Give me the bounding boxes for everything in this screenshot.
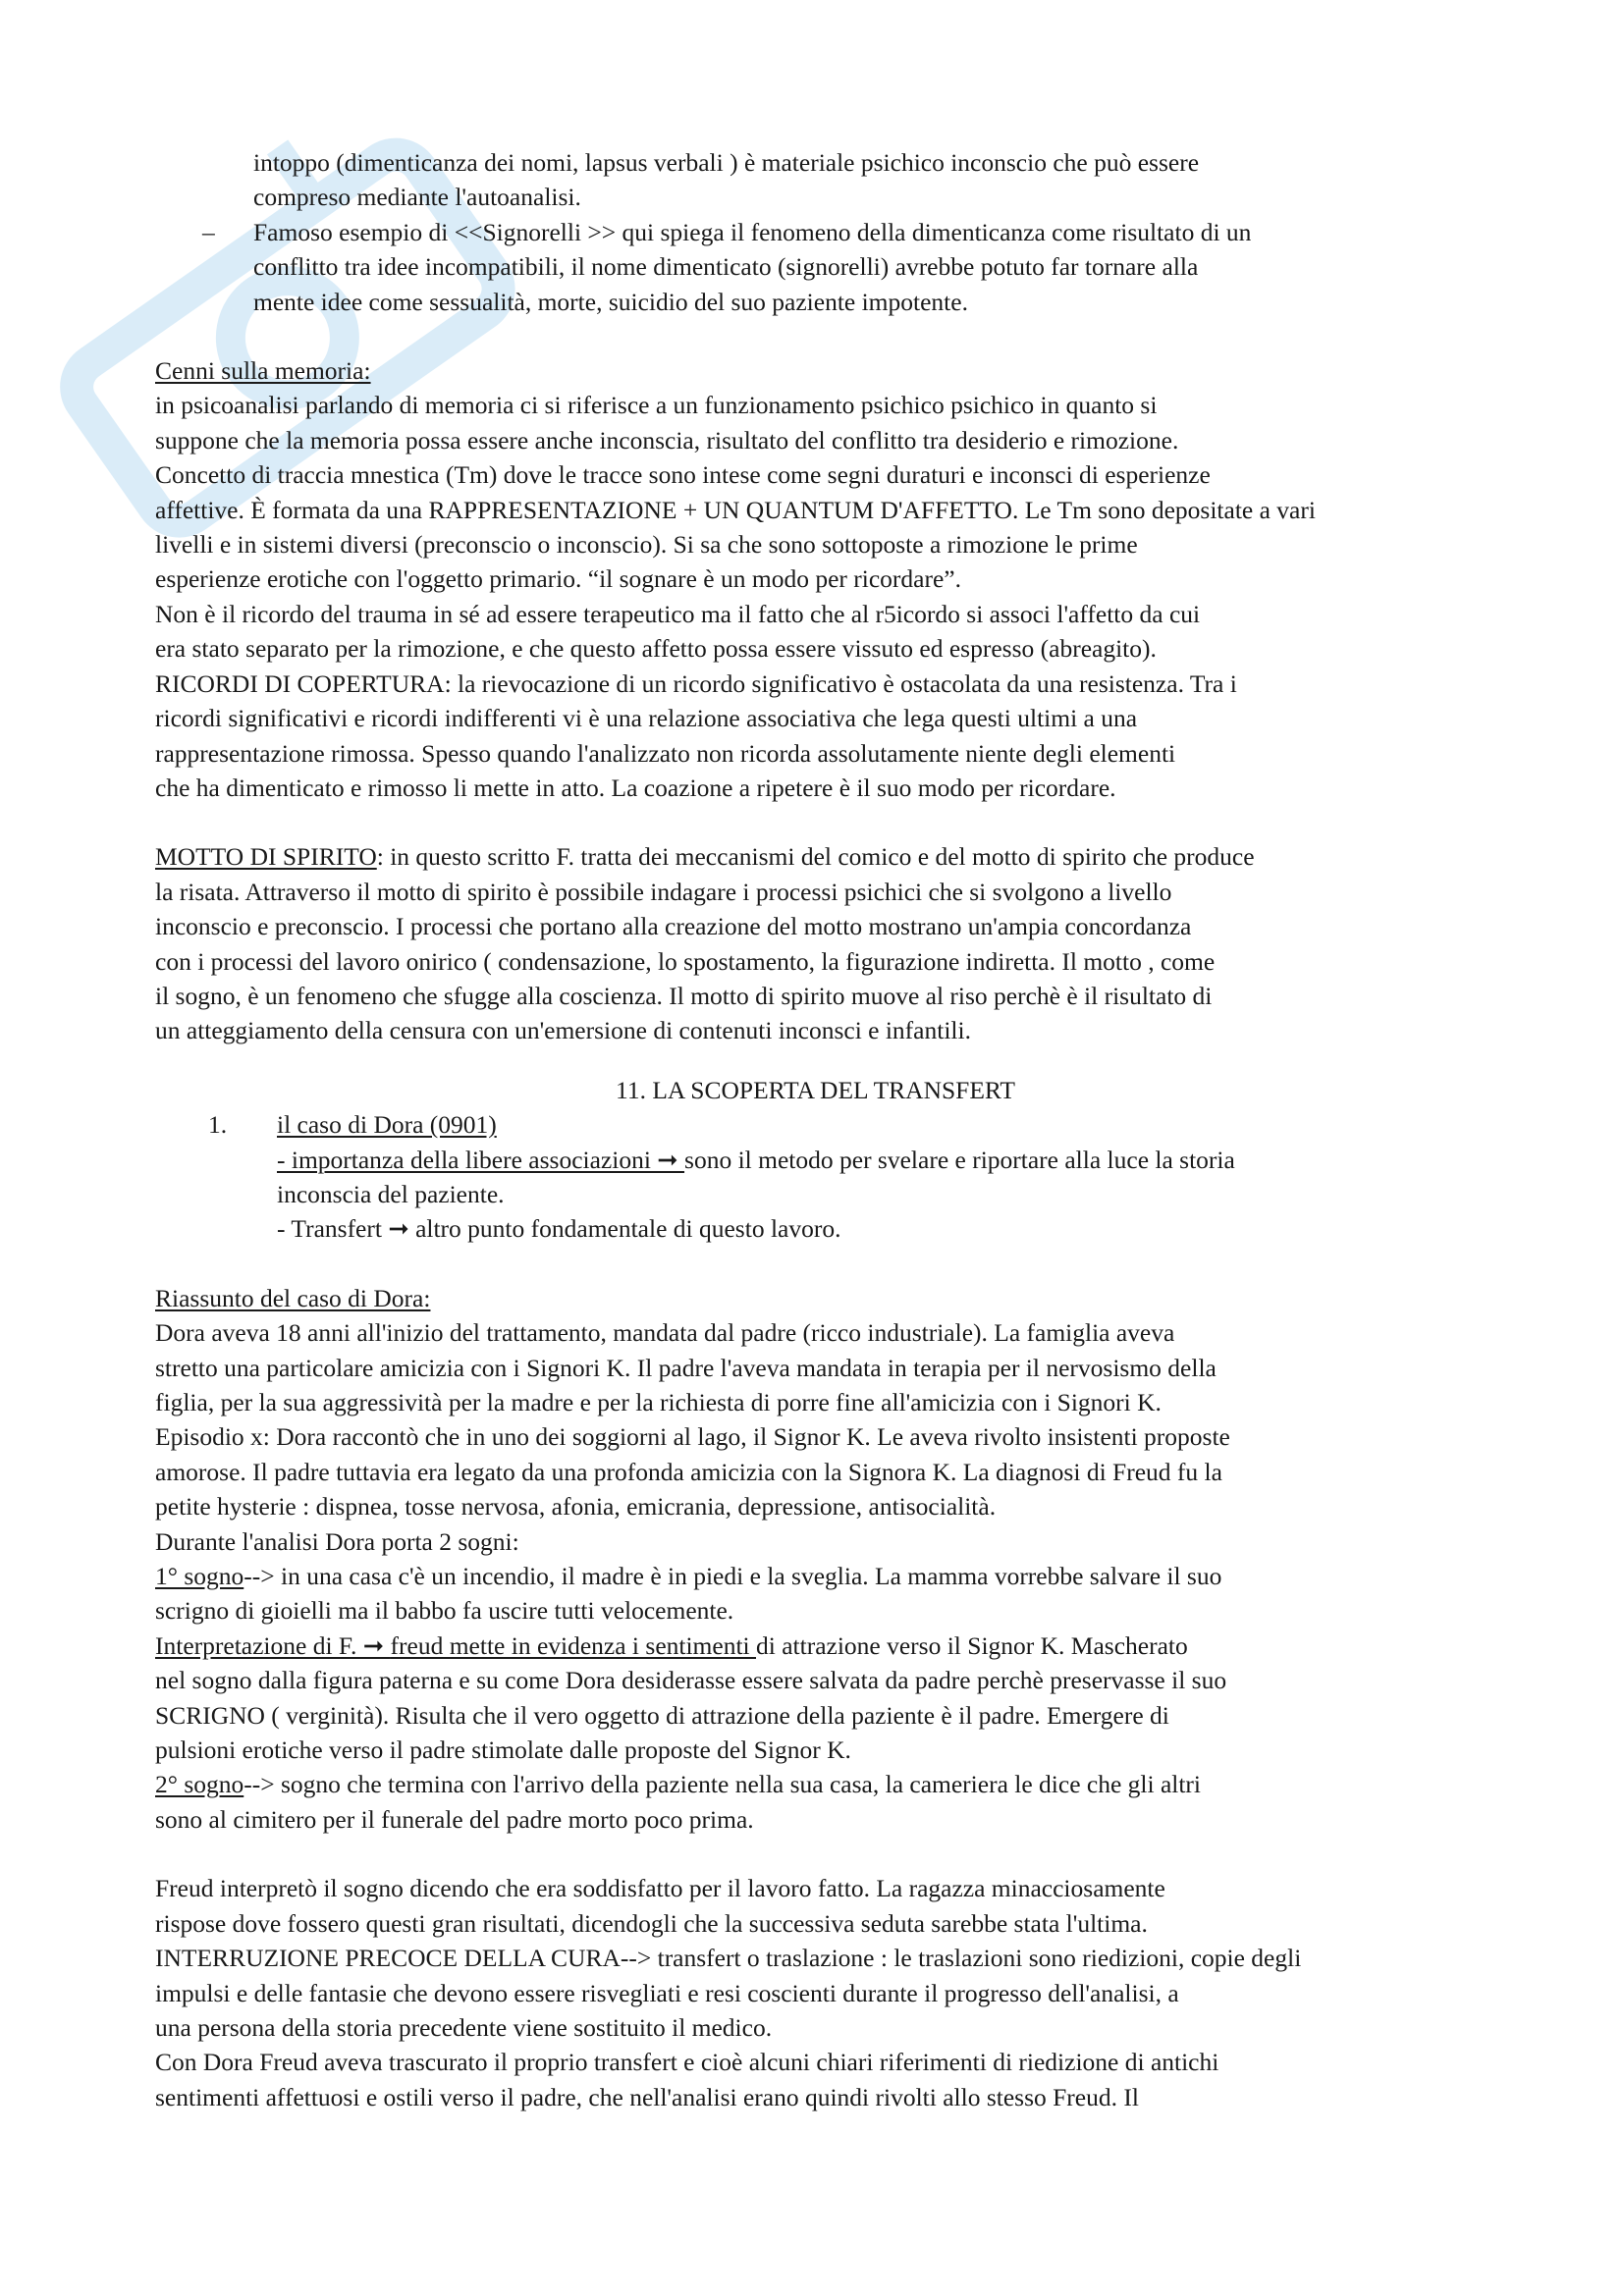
- text-line: - Transfert ➞ altro punto fondamentale di questo lavoro.: [277, 1214, 841, 1244]
- text-line: con i processi del lavoro onirico ( condensazione, lo spostamento, la figurazione indiretta. Il motto , come: [155, 946, 1216, 976]
- text-line: sentimenti affettuosi e ostili verso il padre, che nell'analisi erano quindi rivolti allo stesso Freud. Il: [155, 2082, 1139, 2111]
- text-span: - importanza della libere associazioni ➞: [277, 1145, 685, 1174]
- text-line: impulsi e delle fantasie che devono essere risvegliati e resi coscienti durante il progresso dell'analisi, a: [155, 1978, 1179, 2007]
- text-line: un atteggiamento della censura con un'emersione di contenuti inconsci e infantili.: [155, 1016, 971, 1045]
- text-line: esperienze erotiche con l'oggetto primario. “il sognare è un modo per ricordare”.: [155, 564, 961, 594]
- text-line: petite hysterie : dispnea, tosse nervosa, afonia, emicrania, depressione, antisocialità.: [155, 1492, 997, 1522]
- text-line: amorose. Il padre tuttavia era legato da una profonda amicizia con la Signora K. La diagnosi di Freud fu la: [155, 1457, 1222, 1486]
- motto-heading: MOTTO DI SPIRITO: [155, 842, 377, 872]
- text-span: sono il metodo per svelare e riportare alla luce la storia: [684, 1145, 1235, 1174]
- riassunto-heading: Riassunto del caso di Dora:: [155, 1283, 431, 1312]
- dash-list-item: [155, 215, 1476, 319]
- text-line: rappresentazione rimossa. Spesso quando l'analizzato non ricorda assolutamente niente degli elementi: [155, 738, 1176, 768]
- text-line: una persona della storia precedente viene sostituito il medico.: [155, 2012, 773, 2042]
- text-line: rispose dove fossero questi gran risultati, dicendogli che la successiva seduta sarebbe stata l'ultima.: [155, 1908, 1148, 1938]
- motto-paragraph: [155, 839, 1476, 1047]
- text-line: inconscia del paziente.: [277, 1179, 505, 1208]
- text-line: Con Dora Freud aveva trascurato il proprio transfert e cioè alcuni chiari riferimenti di riedizione di antichi: [155, 2048, 1219, 2077]
- text-line: era stato separato per la rimozione, e che questo affetto possa essere vissuto ed espresso (abreagito).: [155, 634, 1157, 664]
- text-span: di attrazione verso il Signor K. Mascherato: [756, 1630, 1188, 1660]
- text-line: Famoso esempio di <<Signorelli >> qui spiega il fenomeno della dimenticanza come risultato di un: [253, 217, 1252, 246]
- text-line: pulsioni erotiche verso il padre stimolate dalle proposte del Signor K.: [155, 1735, 851, 1765]
- numbered-list-item: [155, 1107, 1476, 1247]
- text-line: Freud interpretò il sogno dicendo che era soddisfatto per il lavoro fatto. La ragazza minacciosamente: [155, 1874, 1165, 1903]
- text-span: --> sogno che termina con l'arrivo della paziente nella sua casa, la cameriera le dice che gli altri: [243, 1770, 1202, 1799]
- text-span: freud mette in evidenza i sentimenti: [390, 1630, 756, 1660]
- text-line: figlia, per la sua aggressività per la madre e per la richiesta di porre fine all'amicizia con i Signori K.: [155, 1388, 1162, 1416]
- text-line: Dora aveva 18 anni all'inizio del trattamento, mandata dal padre (ricco industriale). La famiglia aveva: [155, 1318, 1175, 1348]
- text-line: il sogno, è un fenomeno che sfugge alla coscienza. Il motto di spirito muove al riso perchè è il risultato di: [155, 981, 1213, 1010]
- text-line: suppone che la memoria possa essere anche inconscia, risultato del conflitto tra desiderio e rimozione.: [155, 425, 1179, 454]
- text-line: la risata. Attraverso il motto di spirito è possibile indagare i processi psichici che si svolgono a livello: [155, 877, 1172, 906]
- text-line: RICORDI DI COPERTURA: la rievocazione di un ricordo significativo è ostacolata da una resistenza. Tra i: [155, 668, 1237, 698]
- text-line: Non è il ricordo del trauma in sé ad essere terapeutico ma il fatto che al r5icordo si associ l'affetto da cui: [155, 599, 1201, 628]
- text-line: intoppo (dimenticanza dei nomi, lapsus verbali ) è materiale psichico inconscio che può essere: [253, 148, 1200, 177]
- text-span: --> in una casa c'è un incendio, il madre è in piedi e la sveglia. La mamma vorrebbe salvare il suo: [243, 1562, 1222, 1591]
- text-line: ricordi significativi e ricordi indifferenti vi è una relazione associativa che lega questi ultimi a una: [155, 704, 1138, 733]
- text-line: conflitto tra idee incompatibili, il nome dimenticato (signorelli) avrebbe potuto far tornare alla: [253, 252, 1199, 282]
- text-line: INTERRUZIONE PRECOCE DELLA CURA--> transfert o traslazione : le traslazioni sono riedizioni, copie degli: [155, 1944, 1302, 1973]
- final-paragraph: [155, 1871, 1476, 2114]
- text-line: Episodio x: Dora raccontò che in uno dei soggiorni al lago, il Signor K. Le aveva rivolto insistenti proposte: [155, 1422, 1230, 1452]
- memoria-heading: Cenni sulla memoria:: [155, 356, 371, 386]
- text-line: che ha dimenticato e rimosso li mette in atto. La coazione a ripetere è il suo modo per ricordare.: [155, 773, 1116, 802]
- text-span: 1° sogno: [155, 1562, 244, 1591]
- text-line: nel sogno dalla figura paterna e su come Dora desiderasse essere salvata da padre perchè preservasse il suo: [155, 1666, 1227, 1695]
- text-line: compreso mediante l'autoanalisi.: [253, 183, 581, 212]
- dash-bullet: –: [202, 217, 215, 246]
- text-line: Concetto di traccia mnestica (Tm) dove le tracce sono intese come segni duraturi e inconsci di esperienze: [155, 460, 1211, 490]
- riassunto-paragraph: [155, 1315, 1476, 1837]
- text-line: SCRIGNO ( verginità). Risulta che il vero oggetto di attrazione della paziente è il padre. Emergere di: [155, 1700, 1169, 1730]
- text-line: livelli e in sistemi diversi (preconscio o inconscio). Si sa che sono sottoposte a rimozione le prime: [155, 530, 1138, 560]
- text-span: 2° sogno: [155, 1770, 244, 1799]
- text-span: : in questo scritto F. tratta dei meccanismi del comico e del motto di spirito che produce: [376, 842, 1255, 872]
- document-page: [155, 145, 1476, 2114]
- memoria-paragraph: [155, 388, 1476, 805]
- text-line: scrigno di gioielli ma il babbo fa uscire tutti velocemente.: [155, 1596, 734, 1626]
- text-line: stretto una particolare amicizia con i Signori K. Il padre l'aveva mandata in terapia per il nervosismo della: [155, 1353, 1217, 1382]
- text-span: Interpretazione di F. ➞: [155, 1630, 391, 1660]
- text-line: mente idee come sessualità, morte, suicidio del suo paziente impotente.: [253, 287, 968, 316]
- text-line: sono al cimitero per il funerale del padre morto poco prima.: [155, 1804, 754, 1834]
- text-line: inconscio e preconscio. I processi che portano alla creazione del motto mostrano un'ampia concordanza: [155, 912, 1192, 941]
- item-title: il caso di Dora (0901): [277, 1110, 497, 1140]
- list-number: 1.: [208, 1110, 228, 1140]
- section-title: 11. LA SCOPERTA DEL TRANSFERT: [616, 1075, 1015, 1104]
- text-line: affettive. È formata da una RAPPRESENTAZIONE + UN QUANTUM D'AFFETTO. Le Tm sono depositate a vari: [155, 495, 1316, 524]
- text-line: Durante l'analisi Dora porta 2 sogni:: [155, 1526, 519, 1556]
- text-line: in psicoanalisi parlando di memoria ci si riferisce a un funzionamento psichico psichico in quanto si: [155, 391, 1158, 420]
